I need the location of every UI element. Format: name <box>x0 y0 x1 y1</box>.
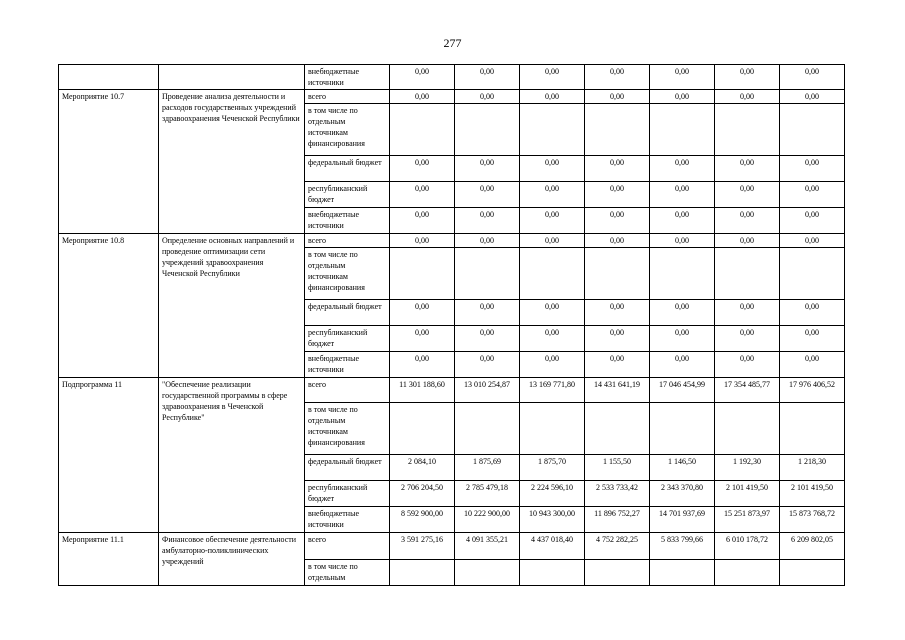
amount-cell <box>520 560 585 586</box>
amount-cell <box>585 248 650 300</box>
amount-cell: 0,00 <box>585 156 650 182</box>
amount-cell <box>715 403 780 455</box>
amount-cell: 0,00 <box>780 208 845 234</box>
amount-cell: 0,00 <box>780 300 845 326</box>
amount-cell: 0,00 <box>715 65 780 90</box>
amount-cell: 0,00 <box>520 300 585 326</box>
amount-cell: 0,00 <box>585 90 650 104</box>
amount-cell: 0,00 <box>585 326 650 352</box>
amount-cell <box>455 104 520 156</box>
amount-cell: 4 091 355,21 <box>455 533 520 560</box>
amount-cell: 0,00 <box>780 90 845 104</box>
amount-cell <box>585 403 650 455</box>
amount-cell: 2 224 596,10 <box>520 481 585 507</box>
amount-cell: 0,00 <box>715 352 780 378</box>
amount-cell <box>585 104 650 156</box>
funding-source-cell: в том числе по отдельным источникам финансирования <box>305 403 390 455</box>
amount-cell: 0,00 <box>390 208 455 234</box>
amount-cell: 0,00 <box>715 208 780 234</box>
activity-name-cell <box>159 65 305 90</box>
funding-source-cell: федеральный бюджет <box>305 156 390 182</box>
activity-code-cell: Мероприятие 10.7 <box>59 90 159 234</box>
funding-source-cell: внебюджетные источники <box>305 507 390 533</box>
amount-cell: 0,00 <box>650 352 715 378</box>
activity-code-cell: Мероприятие 11.1 <box>59 533 159 586</box>
amount-cell: 0,00 <box>585 182 650 208</box>
amount-cell: 0,00 <box>780 156 845 182</box>
table-row <box>59 65 845 90</box>
amount-cell: 0,00 <box>780 65 845 90</box>
funding-source-cell: всего <box>305 234 390 248</box>
amount-cell: 0,00 <box>585 65 650 90</box>
amount-cell <box>715 560 780 586</box>
amount-cell <box>520 104 585 156</box>
funding-source-cell: федеральный бюджет <box>305 300 390 326</box>
amount-cell: 0,00 <box>715 234 780 248</box>
amount-cell: 0,00 <box>520 352 585 378</box>
amount-cell: 10 943 300,00 <box>520 507 585 533</box>
funding-source-cell: всего <box>305 90 390 104</box>
amount-cell: 0,00 <box>390 326 455 352</box>
funding-source-cell: федеральный бюджет <box>305 455 390 481</box>
amount-cell: 0,00 <box>455 208 520 234</box>
amount-cell: 0,00 <box>715 90 780 104</box>
activity-name-cell: "Обеспечение реализации государственной программы в сфере здравоохранения в Чеченской Республике" <box>159 378 305 533</box>
amount-cell: 5 833 799,66 <box>650 533 715 560</box>
amount-cell: 0,00 <box>390 182 455 208</box>
amount-cell: 0,00 <box>520 234 585 248</box>
amount-cell: 1 146,50 <box>650 455 715 481</box>
table-row <box>59 234 845 248</box>
amount-cell: 0,00 <box>650 326 715 352</box>
table-row <box>59 378 845 403</box>
funding-source-cell: республиканский бюджет <box>305 182 390 208</box>
amount-cell: 2 101 419,50 <box>715 481 780 507</box>
amount-cell <box>520 403 585 455</box>
funding-source-cell: в том числе по отдельным источникам финансирования <box>305 104 390 156</box>
amount-cell: 0,00 <box>520 182 585 208</box>
amount-cell: 0,00 <box>715 182 780 208</box>
amount-cell: 0,00 <box>780 182 845 208</box>
amount-cell: 15 251 873,97 <box>715 507 780 533</box>
funding-source-cell: всего <box>305 533 390 560</box>
amount-cell: 0,00 <box>715 326 780 352</box>
page-number: 277 <box>443 36 462 50</box>
amount-cell: 0,00 <box>390 234 455 248</box>
table-row <box>59 90 845 104</box>
amount-cell <box>650 104 715 156</box>
amount-cell: 0,00 <box>780 234 845 248</box>
amount-cell <box>650 560 715 586</box>
amount-cell: 6 010 178,72 <box>715 533 780 560</box>
amount-cell: 0,00 <box>455 90 520 104</box>
amount-cell: 0,00 <box>650 234 715 248</box>
amount-cell: 2 343 370,80 <box>650 481 715 507</box>
amount-cell <box>390 104 455 156</box>
amount-cell: 0,00 <box>650 300 715 326</box>
amount-cell: 8 592 900,00 <box>390 507 455 533</box>
activity-code-cell <box>59 65 159 90</box>
amount-cell: 0,00 <box>520 90 585 104</box>
amount-cell: 0,00 <box>520 156 585 182</box>
amount-cell: 0,00 <box>585 208 650 234</box>
amount-cell <box>780 104 845 156</box>
funding-source-cell: внебюджетные источники <box>305 65 390 90</box>
amount-cell: 11 896 752,27 <box>585 507 650 533</box>
amount-cell: 2 706 204,50 <box>390 481 455 507</box>
funding-source-cell: республиканский бюджет <box>305 481 390 507</box>
amount-cell: 10 222 900,00 <box>455 507 520 533</box>
amount-cell: 11 301 188,60 <box>390 378 455 403</box>
amount-cell: 0,00 <box>585 234 650 248</box>
amount-cell <box>715 104 780 156</box>
amount-cell: 1 875,70 <box>520 455 585 481</box>
amount-cell: 0,00 <box>455 156 520 182</box>
amount-cell: 0,00 <box>455 234 520 248</box>
amount-cell: 0,00 <box>650 208 715 234</box>
amount-cell: 4 437 018,40 <box>520 533 585 560</box>
amount-cell <box>650 403 715 455</box>
funding-source-cell: республиканский бюджет <box>305 326 390 352</box>
funding-source-cell: в том числе по отдельным <box>305 560 390 586</box>
amount-cell: 0,00 <box>650 182 715 208</box>
amount-cell: 14 701 937,69 <box>650 507 715 533</box>
amount-cell <box>780 403 845 455</box>
amount-cell: 0,00 <box>520 326 585 352</box>
amount-cell: 3 591 275,16 <box>390 533 455 560</box>
funding-source-cell: всего <box>305 378 390 403</box>
activity-name-cell: Проведение анализа деятельности и расходов государственных учреждений здравоохранения Чеченской Республики <box>159 90 305 234</box>
amount-cell: 4 752 282,25 <box>585 533 650 560</box>
funding-source-cell: внебюджетные источники <box>305 208 390 234</box>
activity-code-cell: Подпрограмма 11 <box>59 378 159 533</box>
amount-cell: 0,00 <box>390 65 455 90</box>
amount-cell: 2 533 733,42 <box>585 481 650 507</box>
amount-cell <box>455 248 520 300</box>
amount-cell: 0,00 <box>780 352 845 378</box>
amount-cell: 1 875,69 <box>455 455 520 481</box>
budget-table-body <box>59 65 845 586</box>
amount-cell: 13 169 771,80 <box>520 378 585 403</box>
amount-cell: 17 354 485,77 <box>715 378 780 403</box>
amount-cell <box>780 560 845 586</box>
amount-cell: 0,00 <box>455 182 520 208</box>
amount-cell: 1 218,30 <box>780 455 845 481</box>
amount-cell <box>390 248 455 300</box>
amount-cell <box>390 560 455 586</box>
amount-cell: 13 010 254,87 <box>455 378 520 403</box>
amount-cell: 0,00 <box>520 65 585 90</box>
table-row <box>59 533 845 560</box>
amount-cell: 0,00 <box>455 65 520 90</box>
amount-cell: 15 873 768,72 <box>780 507 845 533</box>
amount-cell <box>585 560 650 586</box>
amount-cell: 0,00 <box>585 300 650 326</box>
amount-cell: 0,00 <box>390 90 455 104</box>
activity-name-cell: Определение основных направлений и проведение оптимизации сети учреждений здравоохранения Чеченской Республики <box>159 234 305 378</box>
amount-cell: 1 155,50 <box>585 455 650 481</box>
amount-cell <box>390 403 455 455</box>
amount-cell: 0,00 <box>780 326 845 352</box>
amount-cell <box>520 248 585 300</box>
activity-name-cell: Финансовое обеспечение деятельности амбулаторно-поликлинических учреждений <box>159 533 305 586</box>
amount-cell: 0,00 <box>520 208 585 234</box>
amount-cell: 0,00 <box>715 300 780 326</box>
amount-cell <box>455 560 520 586</box>
funding-source-cell: внебюджетные источники <box>305 352 390 378</box>
amount-cell: 0,00 <box>650 65 715 90</box>
amount-cell: 0,00 <box>390 156 455 182</box>
amount-cell: 2 084,10 <box>390 455 455 481</box>
amount-cell: 6 209 802,05 <box>780 533 845 560</box>
amount-cell: 0,00 <box>390 352 455 378</box>
amount-cell: 17 976 406,52 <box>780 378 845 403</box>
amount-cell: 0,00 <box>650 90 715 104</box>
amount-cell: 0,00 <box>455 300 520 326</box>
amount-cell: 0,00 <box>650 156 715 182</box>
amount-cell: 2 785 479,18 <box>455 481 520 507</box>
amount-cell: 0,00 <box>715 156 780 182</box>
amount-cell: 2 101 419,50 <box>780 481 845 507</box>
amount-cell: 0,00 <box>390 300 455 326</box>
amount-cell <box>715 248 780 300</box>
budget-table <box>58 64 845 586</box>
amount-cell: 14 431 641,19 <box>585 378 650 403</box>
amount-cell: 0,00 <box>455 352 520 378</box>
amount-cell: 0,00 <box>585 352 650 378</box>
amount-cell <box>455 403 520 455</box>
funding-source-cell: в том числе по отдельным источникам финансирования <box>305 248 390 300</box>
activity-code-cell: Мероприятие 10.8 <box>59 234 159 378</box>
amount-cell: 0,00 <box>455 326 520 352</box>
amount-cell <box>650 248 715 300</box>
amount-cell: 17 046 454,99 <box>650 378 715 403</box>
amount-cell <box>780 248 845 300</box>
amount-cell: 1 192,30 <box>715 455 780 481</box>
